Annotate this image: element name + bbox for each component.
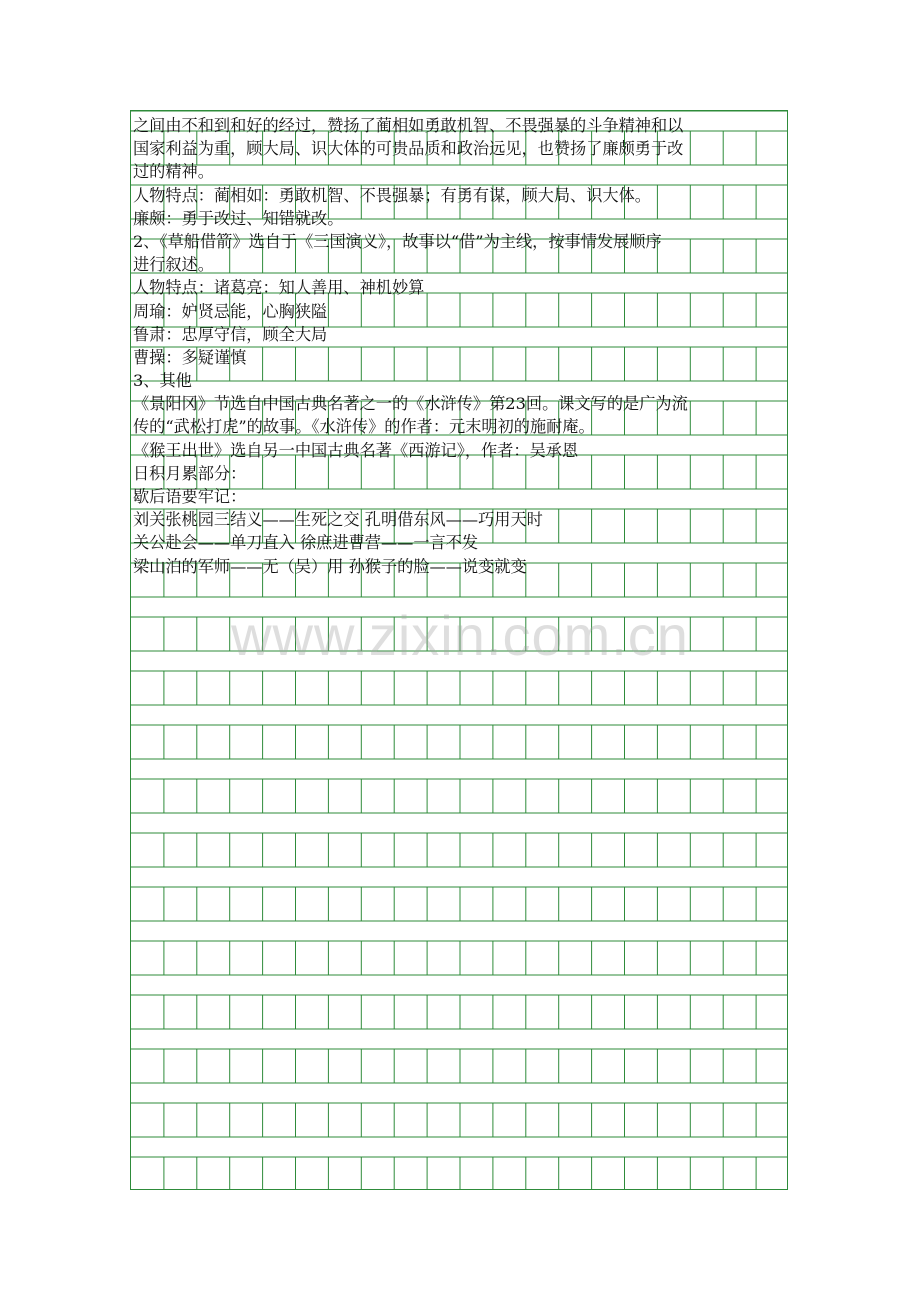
text-line: 传的“武松打虎”的故事。《水浒传》的作者：元末明初的施耐庵。 <box>133 417 595 437</box>
text-line: 《景阳冈》节选自中国古典名著之一的《水浒传》第23回。课文写的是广为流 <box>133 394 688 414</box>
text-line: 人物特点：诸葛亮：知人善用、神机妙算 <box>133 278 425 298</box>
text-line: 《猴王出世》选自另一中国古典名著《西游记》，作者：吴承恩 <box>133 440 579 460</box>
text-line: 廉颇：勇于改过、知错就改。 <box>133 208 344 228</box>
text-line: 歇后语要牢记： <box>133 487 247 506</box>
text-line: 3、其他 <box>133 371 192 391</box>
text-content <box>133 114 783 578</box>
text-line: 人物特点：蔺相如：勇敢机智、不畏强暴；有勇有谋，顾大局、识大体。 <box>133 185 651 205</box>
watermark: www.zixin.com.cn <box>231 604 689 667</box>
text-line: 日积月累部分： <box>133 463 247 483</box>
text-line: 关公赴会——单刀直入 徐庶进曹营——一言不发 <box>133 533 479 553</box>
text-line: 曹操：多疑谨慎 <box>133 347 247 367</box>
text-line: 鲁肃：忠厚守信，顾全大局 <box>133 324 328 344</box>
text-line: 进行叙述。 <box>133 255 214 275</box>
text-line: 过的精神。 <box>133 162 214 182</box>
text-line: 之间由不和到和好的经过，赞扬了蔺相如勇敢机智、不畏强暴的斗争精神和以 <box>133 116 684 135</box>
text-line: 刘关张桃园三结义——生死之交 孔明借东风——巧用天时 <box>133 510 543 530</box>
text-line: 国家利益为重，顾大局、识大体的可贵品质和政治远见，也赞扬了廉颇勇于改 <box>133 139 684 159</box>
text-line: 梁山泊的军师——无（吴）用 孙猴子的脸——说变就变 <box>133 556 527 576</box>
text-line: 周瑜：妒贤忌能，心胸狭隘 <box>133 301 328 321</box>
text-line: 2、《草船借箭》选自于《三国演义》，故事以“借”为主线，按事情发展顺序 <box>133 231 662 251</box>
